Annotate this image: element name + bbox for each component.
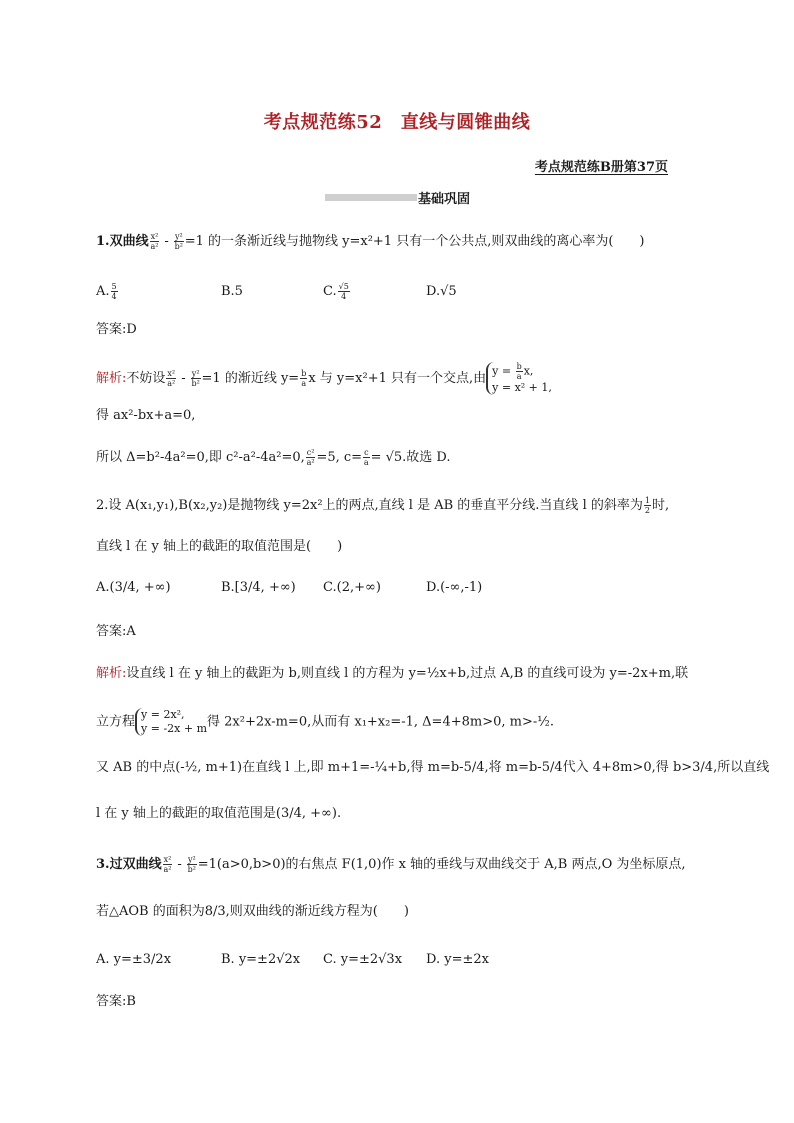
q2-solution-line-4: l 在 y 轴上的截距的取值范围是(3/4, +∞). xyxy=(96,806,342,821)
q3-answer: 答案:B xyxy=(96,994,136,1009)
q1-option-b: B.5 xyxy=(221,284,243,299)
q1-option-c: C. $\frac{√5}{4}$ xyxy=(323,282,349,301)
q1-answer: 答案:D xyxy=(96,322,137,337)
q2-option-a: A.(3/4, +∞) xyxy=(96,580,171,595)
q2-solution-line-2: 立方程 y = 2x², y = -2x + m 得 2x²+2x-m=0,从而有 x₁+x₂=-1, Δ=4+8m>0, m>-½. xyxy=(96,708,554,735)
q2-option-d: D.(-∞,-1) xyxy=(426,580,483,595)
q3-option-b: B. y=±2√2x xyxy=(221,952,301,967)
q1-solution-line-2: 得 ax²-bx+a=0, xyxy=(96,408,196,423)
q2-solution-line-1: 解析:设直线 l 在 y 轴上的截距为 b,则直线 l 的方程为 y=½x+b,过点 A,B 的直线可设为 y=-2x+m,联 xyxy=(96,666,689,681)
q2-stem-line-1: 2.设 A(x₁,y₁),B(x₂,y₂)是抛物线 y=2x²上的两点,直线 l 是 AB 的垂直平分线.当直线 l 的斜率为 $\frac{1}{2}$ 时, xyxy=(96,496,670,515)
q2-answer: 答案:A xyxy=(96,624,136,639)
q3-option-c: C. y=±2√3x xyxy=(323,952,403,967)
q1-stem: 1.双曲线 $\frac{\text{x²}}{\text{a²}}$ - $\frac{\text{y²}}{\text{b²}}$ =1 的一条渐近线与抛物线 y=x²+1 只有一个公共点,则双曲线的离心率为( ) xyxy=(96,232,645,251)
q2-option-c: C.(2,+∞) xyxy=(323,580,381,595)
page-title: 考点规范练52 直线与圆锥曲线 xyxy=(263,112,531,133)
q3-option-d: D. y=±2x xyxy=(426,952,489,967)
q2-solution-line-3: 又 AB 的中点(-½, m+1)在直线 l 上,即 m+1=-¼+b,得 m=b-5/4,将 m=b-5/4代入 4+8m>0,得 b>3/4,所以直线 xyxy=(96,760,770,775)
q3-stem-line-1: 3.过双曲线 $\frac{\text{x²}}{\text{a²}}$ - $\frac{\text{y²}}{\text{b²}}$ =1(a>0,b>0)的右焦点 F(1,0)作 x 轴的垂线与双曲线交于 A,B 两点,O 为坐标原点, xyxy=(96,855,686,874)
q1-option-d: D.√5 xyxy=(426,284,457,299)
q1-option-a: A. $\frac{5}{4}$ xyxy=(96,282,117,301)
section-bar xyxy=(325,194,417,201)
q1-solution-line-3: 所以 Δ=b²-4a²=0,即 c²-a²-4a²=0, $\frac{\text{c²}}{\text{a²}}$ =5, c= $\frac{c}{a}$ = √5.故选 D. xyxy=(96,448,451,467)
page-reference: 考点规范练B册第37页 xyxy=(534,160,668,175)
q2-stem-line-2: 直线 l 在 y 轴上的截距的取值范围是( ) xyxy=(96,539,343,554)
q3-option-a: A. y=±3/2x xyxy=(96,952,172,967)
q2-option-b: B.[3/4, +∞) xyxy=(221,580,296,595)
section-title: 基础巩固 xyxy=(418,192,471,207)
q1-solution-line-1: 解析:不妨设 $\frac{\text{x²}}{\text{a²}}$ - $\frac{\text{y²}}{\text{b²}}$ =1 的渐近线 y= $\frac{b}{a}$ x 与 y=x²+1 只有一个交点,由 y = $\frac{b}{a}$ x, y = x² + 1, xyxy=(96,362,552,394)
q3-stem-line-2: 若△AOB 的面积为8/3,则双曲线的渐近线方程为( ) xyxy=(96,904,409,919)
